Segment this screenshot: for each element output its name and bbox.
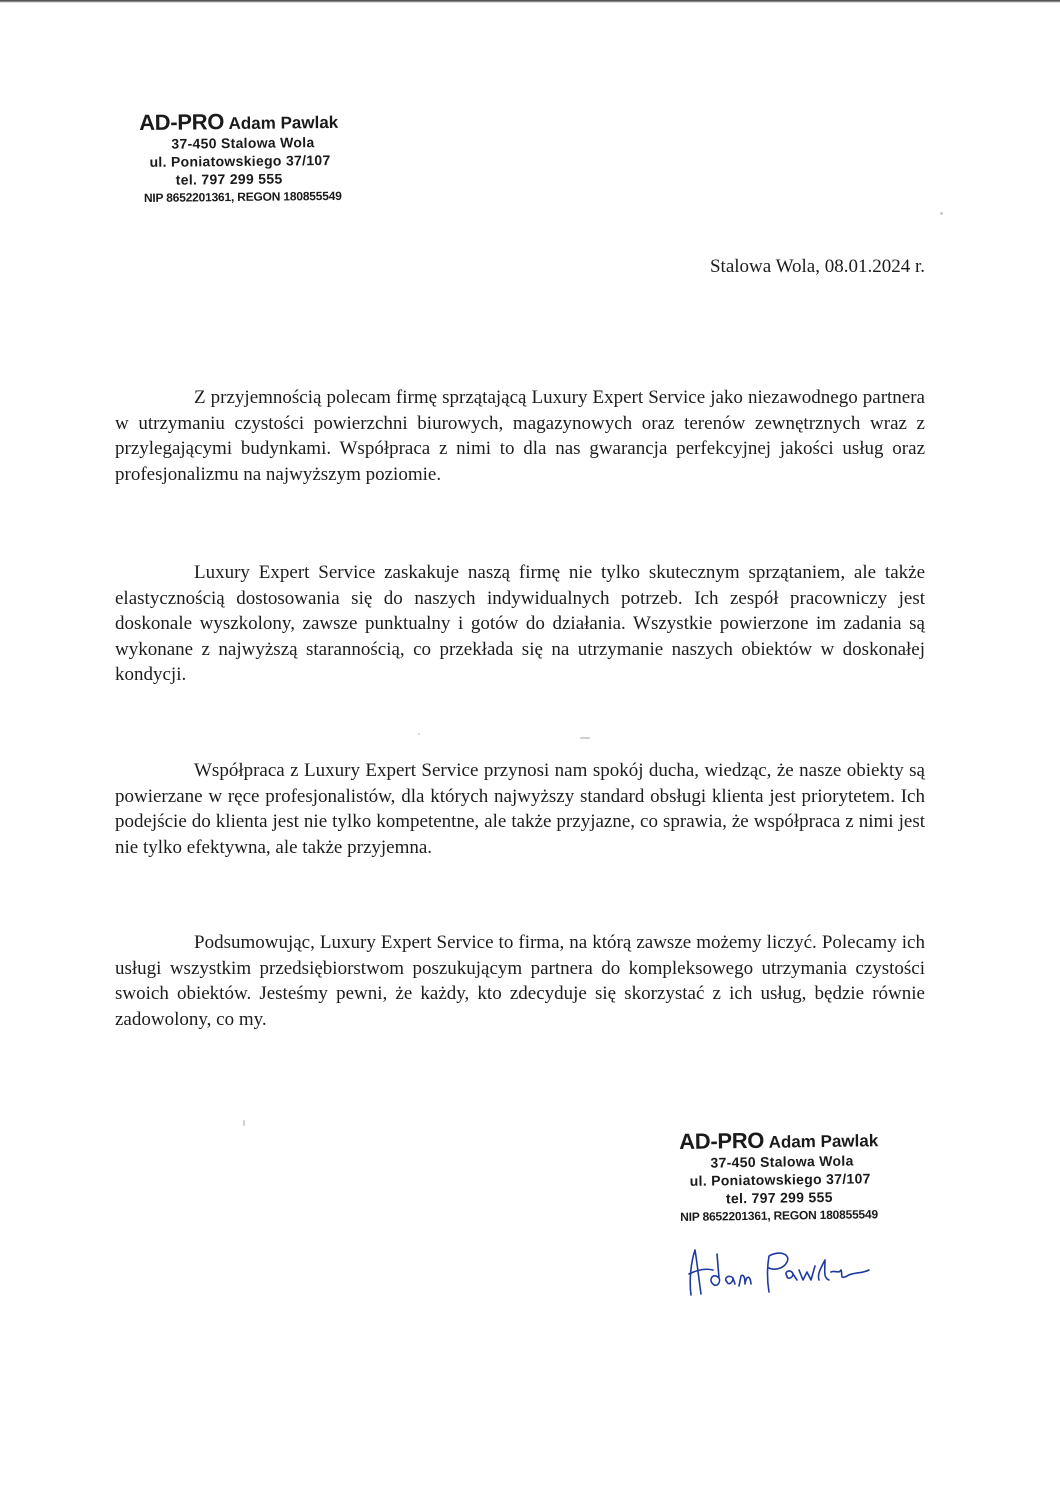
paragraph-2: Luxury Expert Service zaskakuje naszą firmę nie tylko skutecznym sprzątaniem, ale także elastycznością dostosowania się do naszych indywidualnych potrzeb. Ich zespół pracowniczy jest doskonale wyszkolony, zawsze punktualny i gotów do działania. Wszystkie powierzone im zadania są wykonane z najwyższą starannością, co przekłada się na utrzymanie naszych obiektów w doskonałej kondycji. xyxy=(115,562,925,685)
stamp-brand-line xyxy=(679,1127,878,1154)
stamp-brand: AD-PRO xyxy=(678,1127,765,1154)
stamp-street: ul. Poniatowskiego 37/107 xyxy=(149,151,331,170)
scan-speck xyxy=(940,212,943,215)
stamp-ids: NIP 8652201361, REGON 180855549 xyxy=(143,188,342,205)
stamp-postal-city: 37-450 Stalowa Wola xyxy=(171,134,315,152)
stamp-owner: Adam Pawlak xyxy=(768,1131,879,1152)
scan-speck xyxy=(580,737,590,739)
handwritten-signature xyxy=(683,1240,883,1305)
paragraph-1: Z przyjemnością polecam firmę sprzątającą Luxury Expert Service jako niezawodnego partnera w utrzymaniu czystości powierzchni biurowych, magazynowych oraz terenów zewnętrznych wraz z przylegającymi budynkami. Współpraca z nimi to dla nas gwarancja perfekcyjnej jakości usług oraz profesjonalizmu na najwyższym poziomie. xyxy=(115,387,925,485)
company-stamp-footer xyxy=(679,1127,879,1226)
stamp-street: ul. Poniatowskiego 37/107 xyxy=(689,1170,871,1189)
page-top-edge xyxy=(0,0,1060,3)
scan-speck xyxy=(418,733,420,735)
stamp-phone: tel. 797 299 555 xyxy=(725,1188,833,1207)
stamp-phone: tel. 797 299 555 xyxy=(175,170,283,188)
stamp-postal-city: 37-450 Stalowa Wola xyxy=(710,1152,854,1171)
stamp-brand-line xyxy=(139,109,341,135)
signature-ink xyxy=(689,1250,869,1295)
stamp-ids: NIP 8652201361, REGON 180855549 xyxy=(680,1207,879,1224)
company-stamp-header xyxy=(139,109,342,207)
paragraph-3: Współpraca z Luxury Expert Service przynosi nam spokój ducha, wiedząc, że nasze obiekty są powierzane w ręce profesjonalistów, dla których najwyższy standard obsługi klienta jest priorytetem. Ich podejście do klienta jest nie tylko kompetentne, ale także przyjazne, co sprawia, że współpraca z nimi jest nie tylko efektywna, ale także przyjemna. xyxy=(115,760,925,858)
paragraph-4: Podsumowując, Luxury Expert Service to firma, na którą zawsze możemy liczyć. Polecamy ich usługi wszystkim przedsiębiorstwom poszukującym partnera do kompleksowego utrzymania czystości swoich obiektów. Jesteśmy pewni, że każdy, kto zdecyduje się skorzystać z ich usług, będzie równie zadowolony, co my. xyxy=(115,932,925,1030)
letter-date: Stalowa Wola, 08.01.2024 r. xyxy=(709,256,925,277)
scan-speck xyxy=(243,1120,245,1126)
stamp-brand: AD-PRO xyxy=(138,109,225,135)
stamp-owner: Adam Pawlak xyxy=(228,112,339,134)
